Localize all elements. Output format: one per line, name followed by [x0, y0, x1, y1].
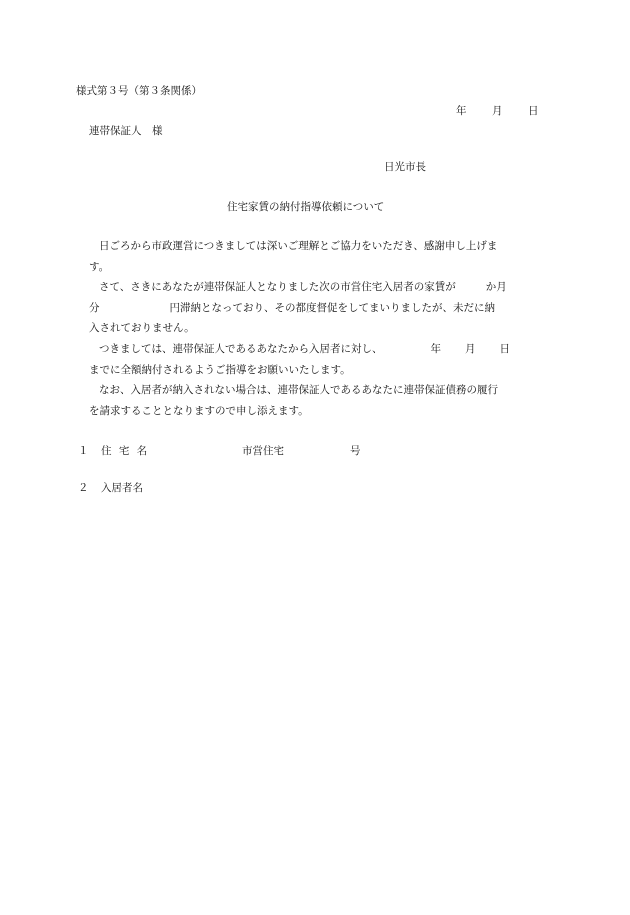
p2-line-2-text: 円滞納となっており、その都度督促をしてまいりましたが、未だに納	[169, 301, 495, 314]
item-1-label: 住 宅 名	[101, 445, 150, 457]
body-paragraph-1	[76, 236, 552, 277]
date-month-label: 月	[492, 105, 503, 117]
p4-line-1: なお、入居者が納入されない場合は、連帯保証人であるあなたに連帯保証債務の履行	[99, 384, 498, 396]
p3-day-label: 日	[499, 343, 510, 355]
p1-line-2: す。	[89, 260, 110, 273]
p2-line-3: 入されておりません。	[89, 322, 195, 334]
p3-line-2: までに全額納付されるようご指導をお願いいたします。	[89, 363, 351, 376]
p3-year-label: 年	[430, 343, 441, 355]
p2-months-label: か月	[485, 281, 507, 293]
body-paragraph-3	[76, 339, 552, 380]
p2-minutes-label: 分	[89, 301, 100, 314]
p3-line-1	[76, 339, 552, 360]
body-paragraph-2	[76, 277, 552, 339]
p4-line-2: を請求することとなりますので申し添えます。	[89, 404, 309, 417]
sender: 日光市長	[384, 161, 426, 173]
p2-line-2	[76, 298, 552, 319]
item-1-value-label: 市営住宅	[242, 445, 284, 457]
document-title: 住宅家賃の納付指導依頼について	[227, 201, 385, 213]
p1-line-1: 日ごろから市政運営につきましては深いご理解とご協力をいただき、感謝申し上げま	[99, 240, 498, 252]
date-day-label: 日	[528, 105, 539, 117]
p3-line-1-text: つきましては、連帯保証人であるあなたから入居者に対し、	[99, 343, 383, 355]
item-2-label: 入居者名	[101, 482, 143, 494]
addressee: 連帯保証人 様	[89, 125, 163, 137]
form-number: 様式第３号（第３条関係）	[76, 85, 202, 97]
p2-line-1-text: さて、さきにあなたが連帯保証人となりました次の市営住宅入居者の家賃が	[99, 281, 456, 293]
p2-line-1	[76, 277, 552, 298]
item-2-number: ２	[78, 482, 89, 494]
p3-month-label: 月	[465, 343, 476, 355]
date-year-label: 年	[456, 105, 467, 117]
body-paragraph-4	[76, 380, 552, 421]
item-1-number: １	[78, 445, 89, 457]
item-1-unit: 号	[350, 445, 361, 457]
